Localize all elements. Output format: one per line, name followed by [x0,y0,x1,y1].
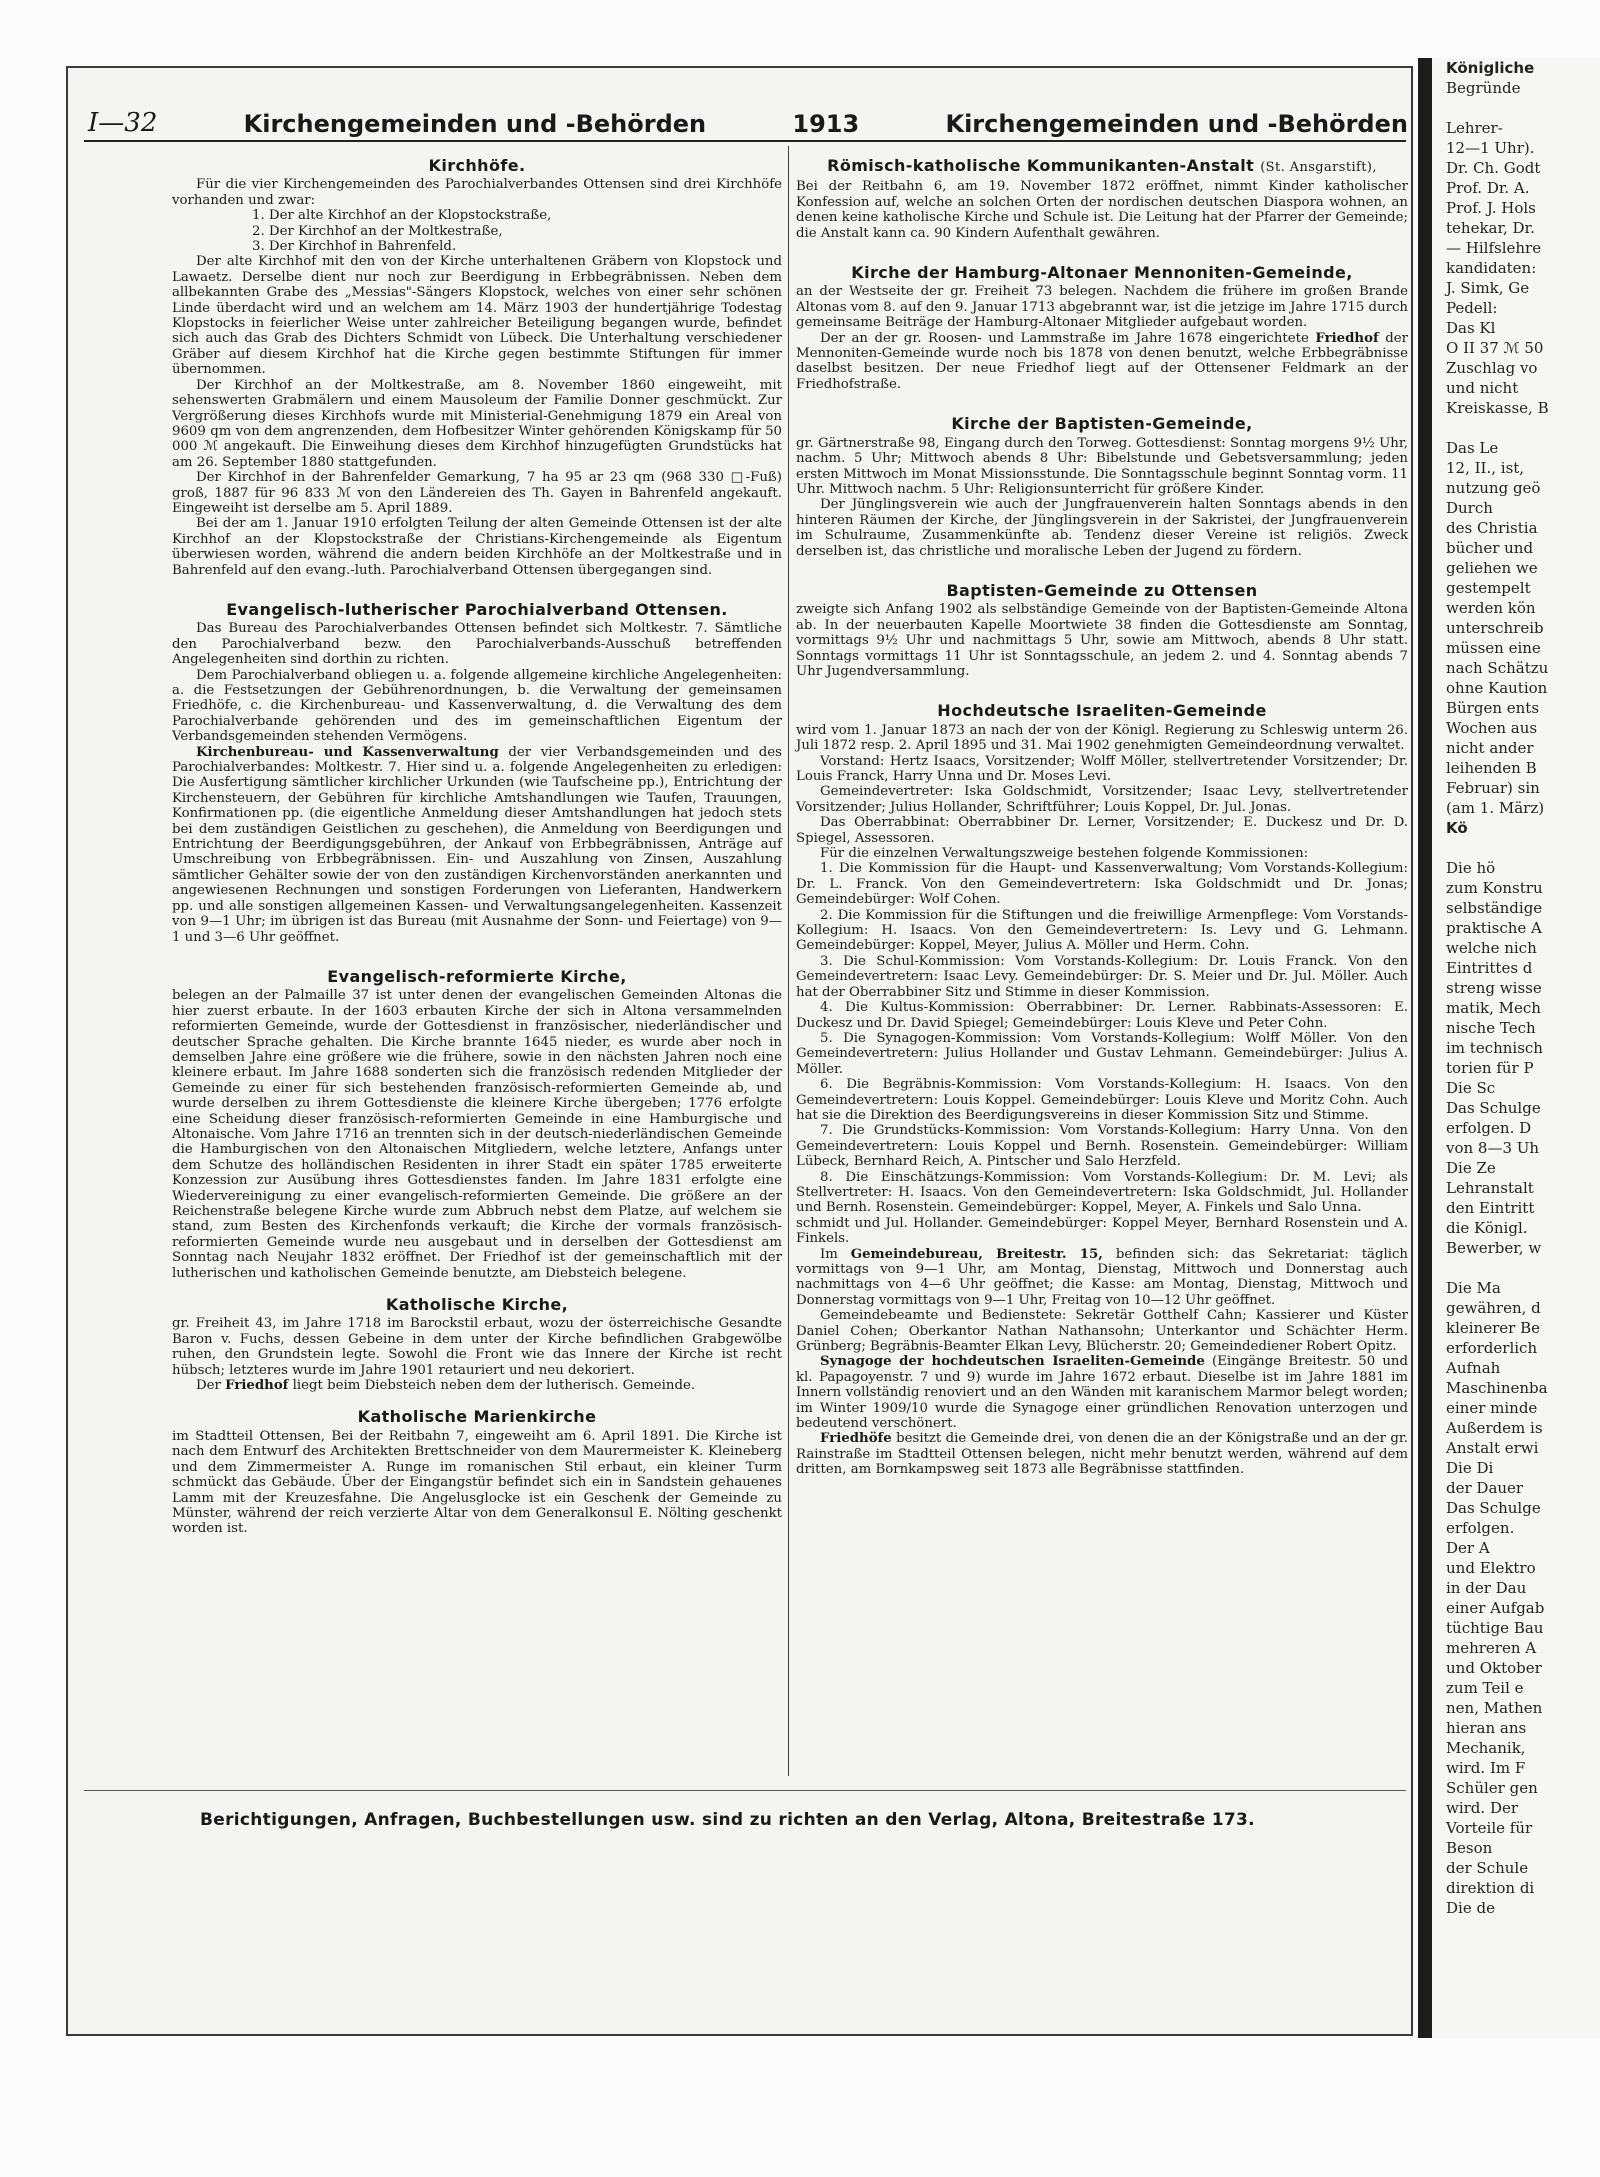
adjacent-page-line: Die Ma [1446,1279,1501,1297]
paragraph: Dem Parochialverband obliegen u. a. folgende allgemeine kirchliche Angelegenheiten: a. die Festsetzungen der Gebührenordnungen, b. die Verwaltung der gemeinsamen Friedhöfe, c. die Kirchenbureau- und Kassenverwaltung, d. die Verwaltung des dem Parochialverbande gehörenden und des im gemeinschaftlichen Eigentum der Verbandsgemeinden stehenden Vermögens. [172,667,782,745]
adjacent-page-line: Die Di [1446,1459,1494,1477]
adjacent-page-line: nische Tech [1446,1019,1536,1037]
adjacent-page-line: erforderlich [1446,1339,1538,1357]
section-title-marien: Katholische Marienkirche [357,1407,597,1427]
paragraph: Der Kirchhof in der Bahrenfelder Gemarkung, 7 ha 95 ar 23 qm (968 330 □-Fuß) groß, 1887 für 96 833 ℳ von den Ländereien des Th. Gayen in Bahrenfeld angekauft. Eingeweiht ist derselbe am 5. April 1889. [172,470,782,516]
spacer [172,578,782,596]
adjacent-page-line: matik, Mech [1446,999,1541,1017]
left-column [172,148,782,1537]
adjacent-page-line: ohne Kaution [1446,679,1548,697]
adjacent-page-line: tüchtige Bau [1446,1619,1544,1637]
list-item: 1. Der alte Kirchhof an der Klopstockstraße, [252,208,552,224]
paragraph: 4. Die Kultus-Kommission: Oberrabbiner: Dr. Lerner. Rabbinats-Assessoren: E. Duckesz und Dr. David Spiegel; Gemeindebürger: Louis Kleve und Peter Cohn. [796,1000,1408,1031]
spacer [796,559,1408,577]
section-title-kommunikanten [796,158,1408,175]
adjacent-page-line: Prof. J. Hols [1446,199,1536,217]
paragraph: Der Kirchhof an der Moltkestraße, am 8. November 1860 eingeweiht, mit sehenswerten Grabmälern und einem Mausoleum der Familie Donner geschmückt. Zur Vergrößerung dieses Kirchhofs wurde mit Ministerial-Genehmigung 1879 ein Areal von 9609 qm von dem angrenzenden, dem Hofbesitzer Winter gehörenden Königskamp für 50 000 ℳ angekauft. Die Einweihung dieses dem Kirchhof hinzugefügten Grundstücks hat am 26. September 1880 stattgefunden. [172,377,782,470]
adjacent-page-line: nen, Mathen [1446,1699,1543,1717]
paragraph: Gemeindevertreter: Iska Goldschmidt, Vorsitzender; Isaac Levy, stellvertretender Vorsitzender; Julius Hollander, Schriftführer; Louis Koppel, Dr. Jul. Jonas. [796,784,1408,815]
bold-run: Gemeindebureau, Breitestr. 15, [850,1246,1103,1262]
adjacent-page-line: und Elektro [1446,1559,1536,1577]
paragraph [796,1431,1408,1477]
paragraph: Für die vier Kirchengemeinden des Parochialverbandes Ottensen sind drei Kirchhöfe vorhanden und zwar: [172,177,782,208]
section-title-reformiert: Evangelisch-reformierte Kirche, [327,966,627,986]
adjacent-page-line: werden kön [1446,599,1536,617]
adjacent-page-line: Wochen aus [1446,719,1538,737]
adjacent-page-line: Beson [1446,1839,1493,1857]
adjacent-page-line: Die hö [1446,859,1496,877]
adjacent-page-line: Lehrer- [1446,119,1503,137]
adjacent-page-line: — Hilfslehre [1446,239,1542,257]
adjacent-page-line: Februar) sin [1446,779,1540,797]
text-run: Im [820,1246,838,1262]
bold-run: Friedhof [225,1378,289,1394]
adjacent-page-line: streng wisse [1446,979,1542,997]
adjacent-page-line: Außerdem is [1446,1419,1543,1437]
text-run: Der an der gr. Roosen- und Lammstraße im Jahre 1678 eingerichtete [820,330,1309,346]
spacer [796,679,1408,697]
header-right-title: Kirchengemeinden und -Behörden [945,110,1408,138]
text-run: Der [196,1378,221,1394]
adjacent-page-line: einer minde [1446,1399,1538,1417]
paragraph [172,1378,782,1393]
paragraph: zweigte sich Anfang 1902 als selbständige Gemeinde von der Baptisten-Gemeinde Altona ab. In der neuerbauten Kapelle Moortwiete 38 finden die Gottesdienste am Sonntag, vormittags 9½ Uhr und nachmittags 5 Uhr, sowie am Mittwoch, abends 8 Uhr statt. Sonntags vormittags 11 Uhr ist Sonntagsschule, an jedem 2. und 4. Sonntag abends 7 Uhr Jugendversammlung. [796,602,1408,679]
adjacent-page-line: unterschreib [1446,619,1544,637]
title-suffix: (St. Ansgarstift), [1260,160,1377,175]
section-title-baptisten-kirche: Kirche der Baptisten-Gemeinde, [951,414,1253,434]
adjacent-page-line: in der Dau [1446,1579,1527,1597]
adjacent-page-line: Dr. Ch. Godt [1446,159,1541,177]
paragraph: Bei der am 1. Januar 1910 erfolgten Teilung der alten Gemeinde Ottensen ist der alte Kirchhof an der Klopstockstraße der Christians-Kirchengemeinde als Eigentum überwiesen worden, während die andern beiden Kirchhöfe an der Moltkestraße und in Bahrenfeld auf den evang.-luth. Parochialverband Ottensen übergegangen sind. [172,516,782,578]
text-run: der vier Verbandsgemeinden und des Parochialverbandes: Moltkestr. 7. Hier sind u. a. folgende Angelegenheiten zu erledigen: Die Ausfertigung sämtlicher kirchlicher Urkunden (wie Taufscheine pp.), Entrichtung der Kirchensteuern, der Gebühren für kirchliche Amtshandlungen wie Taufen, Trauungen, Konfirmationen pp. (die eigentliche Anmeldung dieser Amtshandlungen hat jedoch stets bei dem zuständigen Geistlichen zu geschehen), die Anmeldung von Beerdigungen und Entrichtung der Beerdigungsgebühren, der Ankauf von Erbbegräbnissen, Anträge auf Umschreibung von Erbbegräbnissen. Ein- und Auszahlung von Zinsen, Auszahlung sämtlicher Gehälter sowie der von den zuständigen Kirchenvorständen anerkannten und angewiesenen Rechnungen und sonstigen Forderungen von Lieferanten, Handwerkern pp. und alle sonstigen allgemeinen Kassen- und Verwaltungsangelegenheiten. Kassenzeit von 9—1 Uhr; im übrigen ist das Bureau (mit Ausnahme der Sonn- und Feiertage) von 9—1 und 3—6 Uhr geöffnet. [172,744,782,945]
text-run: (Eingänge Breitestr. 50 und kl. Papagoyenstr. 7 und 9) wurde im Jahre 1672 erbaut. Dieselbe ist im Jahre 1881 im Innern vollständig renoviert und an den Wänden mit karanischem Marmor belegt worden; im Winter 1909/10 wurde die Synagoge einer gründlichen Renovation unterzogen und bedeutend verschönert. [796,1354,1409,1432]
paragraph: 1. Die Kommission für die Haupt- und Kassenverwaltung; Vom Vorstands-Kollegium: Dr. L. Franck. Von den Gemeindevertretern: Iska Goldschmidt und Dr. Jonas; Gemeindebürger: Wolf Cohen. [796,861,1408,908]
adjacent-page-line [1432,98,1600,118]
adjacent-page-line: Zuschlag vo [1446,359,1538,377]
paragraph: Für die einzelnen Verwaltungszweige bestehen folgende Kommissionen: [820,846,1309,862]
adjacent-page-line: erfolgen. [1446,1519,1515,1537]
adjacent-page-line: Mechanik, [1446,1739,1526,1757]
adjacent-page-line: welche nich [1446,939,1537,957]
paragraph: 3. Die Schul-Kommission: Vom Vorstands-Kollegium: Dr. Louis Franck. Von den Gemeindevertretern: Isaac Levy. Gemeindebürger: Dr. S. Meier und Dr. Jul. Möller. Auch hat der Oberrabbiner Sitz und Stimme in dieser Kommission. [796,953,1408,1000]
adjacent-page-line: geliehen we [1446,559,1538,577]
paragraph: Der alte Kirchhof mit den von der Kirche unterhaltenen Gräbern von Klopstock und Lawaetz. Derselbe dient nur noch zur Beerdigung in Erbbegräbnissen. Neben dem allbekannten Grabe des „Messias"-Sängers Klopstock, welches von einer sehr schönen Linde überdacht wird und an welchem am 14. März 1903 der hundertjährige Todestag Klopstocks in feierlicher Weise unter zahlreicher Beteiligung begangen wurde, befindet sich auch das Grab des Dichters Schmidt von Lübeck. Die Unterhaltung verschiedener Gräber auf diesem Kirchhof hat die Kirche gegen bestimmte Stiftungen für immer übernommen. [172,254,782,378]
adjacent-page-line [1432,418,1600,438]
text-run: befinden sich: das Sekretariat: täglich vormittags von 9—1 Uhr, am Montag, Dienstag, Mittwoch und Donnerstag auch nachmittags von 4—6 Uhr geöffnet; die Kasse: am Montag, Dienstag, Mittwoch und Donnerstag vormittags von 9—1 Uhr, Freitag von 10—12 Uhr geöffnet. [796,1246,1408,1308]
adjacent-page-line: Durch [1446,499,1493,517]
adjacent-page-line: mehreren A [1446,1639,1537,1657]
text-run: besitzt die Gemeinde drei, von denen die an der Königstraße und an der gr. Rainstraße im Stadtteil Ottensen belegen, nicht mehr benutzt werden, während auf dem dritten, am Bornkampsweg seit 1873 alle Begräbnisse stattfinden. [796,1431,1408,1478]
adjacent-page-line: Kreiskasse, B [1446,399,1549,417]
adjacent-page-line: (am 1. März) [1446,799,1545,817]
spacer [172,1281,782,1291]
adjacent-page-line: Bewerber, w [1446,1239,1542,1257]
adjacent-page-line: hieran ans [1446,1719,1527,1737]
adjacent-page-line: Aufnah [1446,1359,1501,1377]
bold-run: Kirchenbureau- und Kassenverwaltung [196,744,499,760]
adjacent-page-line [1432,1258,1600,1278]
adjacent-page-line: Kö [1446,819,1468,837]
adjacent-page-line: leihenden B [1446,759,1537,777]
spacer [172,945,782,963]
section-title-parochialverband: Evangelisch-lutherischer Parochialverband Ottensen. [226,599,728,619]
paragraph: Das Bureau des Parochialverbandes Ottensen befindet sich Moltkestr. 7. Sämtliche den Parochialverband bezw. den Parochialverbands-Ausschuß betreffenden Angelegenheiten sind dorthin zu richten. [172,621,782,668]
adjacent-page-line: Lehranstalt [1446,1179,1534,1197]
adjacent-page-line: 12—1 Uhr). [1446,139,1535,157]
adjacent-page-line: J. Simk, Ge [1446,279,1530,297]
right-column [796,148,1408,1478]
paragraph: 7. Die Grundstücks-Kommission: Vom Vorstands-Kollegium: Harry Unna. Von den Gemeindevertretern: Louis Koppel und Bernh. Rosenstein. Gemeindebürger: William Lübeck, Bernhard Reich, A. Pintscher und Salo Herzfeld. [796,1123,1408,1170]
adjacent-page-line: der Schule [1446,1859,1529,1877]
paragraph: Vorstand: Hertz Isaacs, Vorsitzender; Wolff Möller, stellvertretender Vorsitzender; Dr. Louis Franck, Harry Unna und Dr. Moses Levi. [796,753,1408,784]
adjacent-page-line: gewähren, d [1446,1299,1541,1317]
paragraph: Bei der Reitbahn 6, am 19. November 1872 eröffnet, nimmt Kinder katholischer Konfession auf, welche an solchen Orten der nordischen deutschen Diaspora wohnen, an denen keine katholische Kirche und Schule ist. Die Leitung hat der Pfarrer der Gemeinde; die Anstalt kann ca. 90 Kindern Aufenthalt gewähren. [796,179,1408,241]
adjacent-page-line: gestempelt [1446,579,1531,597]
section-title-israeliten: Hochdeutsche Israeliten-Gemeinde [937,701,1267,721]
adjacent-page-line: nach Schätzu [1446,659,1549,677]
text-run: liegt beim Diebsteich neben dem der lutherisch. Gemeinde. [292,1378,696,1394]
adjacent-page-line: und Oktober [1446,1659,1542,1677]
paragraph: im Stadtteil Ottensen, Bei der Reitbahn 7, eingeweiht am 6. April 1891. Die Kirche ist nach dem Entwurf des Architekten Brettschneider von dem Maurermeister K. Kleineberg und dem Zimmermeister A. Runge im romanischen Stil erbaut, ein kleiner Turm schmückt das Gebäude. Über der Eingangstür befindet sich ein in Sandstein gehauenes Lamm mit der Kreuzesfahne. Die Angelusglocke ist ein Geschenk der Gemeinde zu Münster, während der reich verzierte Altar von dem Generalkonsul E. Nölting geschenkt worden ist. [172,1428,782,1537]
adjacent-page-line: Königliche [1446,59,1535,77]
adjacent-page-line: die Königl. [1446,1219,1528,1237]
adjacent-page-line: direktion di [1446,1879,1535,1897]
paragraph: gr. Gärtnerstraße 98, Eingang durch den Torweg. Gottesdienst: Sonntag morgens 9½ Uhr, nachm. 5 Uhr; Mittwoch abends 8 Uhr: Bibelstunde und Gebetsversammlung; jeden ersten Mittwoch im Monat Missionsstunde. Die Sonntagsschule beginnt Sonntag vorm. 11 Uhr. Mittwoch nachm. 5 Uhr: Religionsunterricht für größere Kinder. [796,435,1408,497]
adjacent-page-line: torien für P [1446,1059,1534,1077]
footer-rule [84,1790,1406,1791]
section-title-mennoniten: Kirche der Hamburg-Altonaer Mennoniten-Gemeinde, [851,263,1353,283]
paragraph: Gemeindebeamte und Bedienstete: Sekretär Gotthelf Cahn; Kassierer und Küster Daniel Cohen; Oberkantor Nathan Nathansohn; Unterkantor und Schächter Herm. Grünberg; Begräbnis-Beamter Elkan Levy, Blücherstr. 20; Gemeindediener Robert Opitz. [796,1308,1408,1355]
list-item: 3. Der Kirchhof in Bahrenfeld. [252,239,457,255]
header-year: 1913 [792,110,860,138]
paragraph [796,1354,1408,1431]
adjacent-page-line: Die Ze [1446,1159,1496,1177]
paragraph: wird vom 1. Januar 1873 an nach der von der Königl. Regierung zu Schleswig unterm 26. Juli 1872 resp. 2. April 1895 und 31. Mai 1902 genehmigten Gemeindeordnung verwaltet. [796,722,1408,754]
adjacent-page-line: Das Kl [1446,319,1496,337]
adjacent-page-line: und nicht [1446,379,1519,397]
adjacent-page-line: kandidaten: [1446,259,1537,277]
adjacent-page-line: Die Sc [1446,1079,1496,1097]
adjacent-page-line: praktische A [1446,919,1542,937]
bold-run: Friedhof [1315,330,1379,346]
spacer [172,1393,782,1403]
adjacent-page-line [1432,838,1600,858]
paragraph: belegen an der Palmaille 37 ist unter denen der evangelischen Gemeinden Altonas die hier zuerst erbaute. In der 1603 erbauten Kirche der sich in Altona versammelnden reformierten Gemeinde, wurde der Gottesdienst in französischer, niederländischer und deutscher Sprache gehalten. Die Kirche brannte 1645 nieder, es wurde aber noch in demselben Jahre eine größere wie die frühere, sowie in den nächsten Jahren noch eine kleinere erbaut. Im Jahre 1688 sonderten sich die französisch redenden Mitglieder der Gemeinde zu einer für sich bestehenden französisch-reformierten Gemeinde ab, und wurde derselben zu ihrem Gottesdienste die kleinere Kirche übergeben; 1776 erfolgte eine Scheidung dieser französisch-reformierten Gemeinde in eine Hamburgische und Altonaische. Vom Jahre 1716 an trennten sich in der deutsch-niederländischen Gemeinde die Hamburgischen von den Altonaischen Mitgliedern, welche letztere, Anfangs unter dem Schutze des holländischen Residenten in ihrer Stadt ein später 1785 erweiterte Konzession zur Ausübung ihres Gottesdienstes fanden. Im Jahre 1831 erfolgte eine Wiedervereinigung zu einer evangelisch-reformierten Gemeinde. Die größere an der Reichenstraße belegene Kirche wurde zum Abbruch nebst dem Platze, auf welchem sie stand, zum Besten des Kirchenfonds verkauft; die Kirche der vormals französisch-reformierten Gemeinde wurde neu ausgebaut und in derselben der Gottesdienst am Sonntag nach Neujahr 1832 eröffnet. Der Friedhof ist der gemeinschaftlich mit der lutherischen und katholischen Gemeinde benutzte, am Diebsteich belegene. [172,988,782,1281]
adjacent-page-line: den Eintritt [1446,1199,1535,1217]
section-title-baptisten-ottensen: Baptisten-Gemeinde zu Ottensen [946,580,1258,600]
section-title-kirchhoefe: Kirchhöfe. [428,156,526,175]
adjacent-page-line: Bürgen ents [1446,699,1540,717]
list-item: 2. Der Kirchhof an der Moltkestraße, [252,223,503,239]
adjacent-page-line: nicht ander [1446,739,1534,757]
adjacent-page-line: Pedell: [1446,299,1498,317]
bold-run: Synagoge der hochdeutschen Israeliten-Gemeinde [820,1354,1205,1370]
adjacent-page-line: nutzung geö [1446,479,1541,497]
adjacent-page-line: des Christia [1446,519,1538,537]
paragraph: 5. Die Synagogen-Kommission: Vom Vorstands-Kollegium: Wolff Möller. Von den Gemeindevertretern: Julius Hollander und Gustav Lehmann. Gemeindebürger: Julius A. Möller. [796,1030,1408,1077]
paragraph: schmidt und Jul. Hollander. Gemeindebürger: Koppel Meyer, Bernhard Rosenstein und A. Finkels. [796,1215,1408,1247]
adjacent-page-line: von 8—3 Uh [1446,1139,1540,1157]
page-number: I—32 [88,108,158,138]
spacer [796,392,1408,410]
section-title-katholisch: Katholische Kirche, [385,1295,569,1315]
text-run: der Mennoniten-Gemeinde wurde noch bis 1878 von denen benutzt, welche Erbbegräbnisse daselbst besitzen. Der neue Friedhof liegt auf der Ottensener Feldmark an der Friedhofstraße. [796,330,1409,392]
adjacent-page-line: Die de [1446,1899,1495,1917]
adjacent-page-line: Begründe [1446,79,1521,97]
adjacent-page-line: Anstalt erwi [1446,1439,1539,1457]
paragraph [796,331,1408,393]
adjacent-page-line: einer Aufgab [1446,1599,1545,1617]
adjacent-page-line: Das Schulge [1446,1499,1541,1517]
paragraph: gr. Freiheit 43, im Jahre 1718 im Barockstil erbaut, wozu der österreichische Gesandte Baron v. Fuchs, dessen Gebeine in dem unter der Kirche befindlichen Grabgewölbe ruhen, den Grundstein legte. Sowohl die Front wie das Innere der Kirche ist recht hübsch; letzteres wurde im Jahre 1901 retauriert und neu dekoriert. [172,1316,782,1378]
paragraph: Das Oberrabbinat: Oberrabbiner Dr. Lerner, Vorsitzender; E. Duckesz und Dr. D. Spiegel, Assessoren. [796,815,1408,846]
bold-run: Friedhöfe [820,1431,892,1447]
adjacent-page-line: Das Schulge [1446,1099,1541,1117]
adjacent-page-line: Maschinenba [1446,1379,1548,1397]
adjacent-page-line: bücher und [1446,539,1534,557]
paragraph: 8. Die Einschätzungs-Kommission: Vom Vorstands-Kollegium: Dr. M. Levi; als Stellvertreter: H. Isaacs. Von den Gemeindevertretern: Iska Goldschmidt, Jul. Hollander und Bernh. Rosenstein. Gemeindebürger: Koppel, Meyer, A. Finkels und Salo Unna. [796,1169,1408,1216]
paragraph: 2. Die Kommission für die Stiftungen und die freiwillige Armenpflege: Vom Vorstands-Kollegium: H. Isaacs. Von den Gemeindevertretern: Is. Levy und G. Lehmann. Gemeindebürger: Koppel, Meyer, Julius A. Möller und Herm. Cohn. [796,907,1408,954]
adjacent-page-line: kleinerer Be [1446,1319,1540,1337]
adjacent-page-line: erfolgen. D [1446,1119,1532,1137]
adjacent-page-line: Prof. Dr. A. [1446,179,1530,197]
adjacent-page-fragment [1418,58,1600,2038]
paragraph: Der Jünglingsverein wie auch der Jungfrauenverein halten Sonntags abends in den hinteren Räumen der Kirche, der Jünglingsverein in der Sakristei, der Jungfrauenverein im Schulraume, Zusammenkünfte ab. Tendenz dieser Vereine ist religiös. Zweck derselben ist, das christliche und moralische Leben der Jugend zu fördern. [796,497,1408,559]
adjacent-page-line: zum Teil e [1446,1679,1524,1697]
adjacent-page-line: tehekar, Dr. [1446,219,1535,237]
adjacent-page-line: 12, II., ist, [1446,459,1525,477]
adjacent-page-line: wird. Der [1446,1799,1519,1817]
paragraph: an der Westseite der gr. Freiheit 73 belegen. Nachdem die frühere im großen Brande Altonas vom 8. auf den 9. Januar 1713 abgebrannt war, ist die jetzige im Jahre 1715 durch gemeinsame Beiträge der Hamburg-Altonaer Mitglieder aufgebaut worden. [796,284,1408,331]
adjacent-page-line: Das Le [1446,439,1499,457]
adjacent-page-line: O II 37 ℳ 50 [1446,339,1544,357]
adjacent-page-line: der Dauer [1446,1479,1524,1497]
paragraph [796,1247,1408,1309]
adjacent-page-line: selbständige [1446,899,1543,917]
header-rule [84,140,1406,142]
title-run: Römisch-katholische Kommunikanten-Anstalt [827,156,1255,175]
page-header [88,106,1408,138]
paragraph: 6. Die Begräbnis-Kommission: Vom Vorstands-Kollegium: H. Isaacs. Von den Gemeindevertretern: Louis Koppel. Gemeindebürger: Louis Kleve und Moritz Cohn. Auch hat sie die Direktion des Beerdigungsvereins in dieser Kommission Sitz und Stimme. [796,1077,1408,1123]
paragraph [172,745,782,945]
adjacent-page-line: wird. Im F [1446,1759,1526,1777]
adjacent-page-line: müssen eine [1446,639,1541,657]
spacer [796,241,1408,259]
header-left-title: Kirchengemeinden und -Behörden [243,110,707,138]
adjacent-page-line: Schüler gen [1446,1779,1538,1797]
page-footer: Berichtigungen, Anfragen, Buchbestellungen usw. sind zu richten an den Verlag, Altona, Breitestraße 173. [200,1810,1255,1830]
adjacent-page-line: im technisch [1446,1039,1543,1057]
adjacent-page-line: Der A [1446,1539,1490,1557]
adjacent-page-line: zum Konstru [1446,879,1543,897]
adjacent-page-line: Vorteile für [1446,1819,1533,1837]
adjacent-page-line: Eintrittes d [1446,959,1533,977]
column-divider [788,146,789,1776]
